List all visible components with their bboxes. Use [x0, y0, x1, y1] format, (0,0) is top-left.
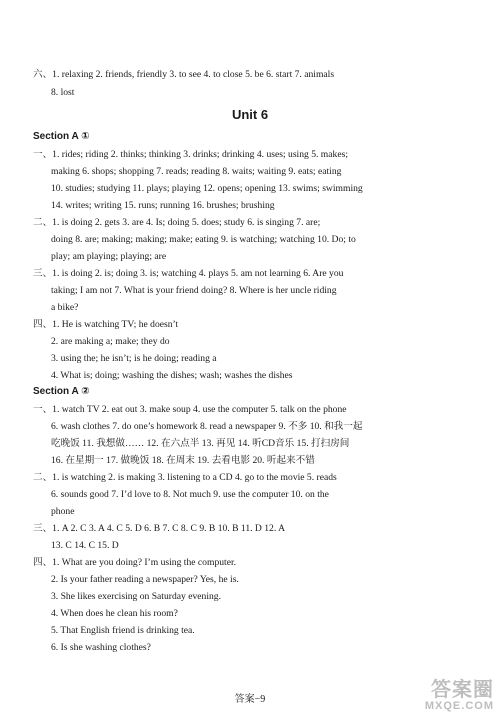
- answer-line: 10. studies; studying 11. plays; playing 12. opens; opening 13. swims; swimming: [51, 183, 363, 194]
- answer-line: doing 8. are; making; making; make; eating 9. is watching; watching 10. Do; to: [51, 234, 356, 245]
- answer-line: 吃晚饭 11. 我想做…… 12. 在六点半 13. 再见 14. 听CD音乐 15. 打扫房间: [51, 438, 350, 449]
- answer-line: 2. are making a; make; they do: [51, 336, 170, 347]
- watermark-logo: [425, 680, 494, 712]
- answer-line: 四、1. He is watching TV; he doesn’t: [33, 319, 179, 330]
- section-heading: Section A ①: [33, 131, 90, 142]
- answer-line: 二、1. is doing 2. gets 3. are 4. Is; doing 5. does; study 6. is singing 7. are;: [33, 217, 321, 228]
- answer-line: play; am playing; playing; are: [51, 251, 167, 262]
- answer-line: 六、1. relaxing 2. friends, friendly 3. to see 4. to close 5. be 6. start 7. animals: [33, 69, 335, 80]
- answer-line: a bike?: [51, 302, 79, 313]
- answer-line: making 6. shops; shopping 7. reads; reading 8. waits; waiting 9. eats; eating: [51, 166, 342, 177]
- answer-line: 二、1. is watching 2. is making 3. listening to a CD 4. go to the movie 5. reads: [33, 472, 337, 483]
- answer-line: 3. She likes exercising on Saturday evening.: [51, 591, 221, 602]
- answer-line: 13. C 14. C 15. D: [51, 540, 119, 551]
- answer-line: 一、1. rides; riding 2. thinks; thinking 3. drinks; drinking 4. uses; using 5. makes;: [33, 149, 348, 160]
- answer-line: 14. writes; writing 15. runs; running 16. brushes; brushing: [51, 200, 275, 211]
- answer-line: 6. wash clothes 7. do one’s homework 8. read a newspaper 9. 不多 10. 和我一起: [51, 421, 363, 432]
- answer-line: 4. What is; doing; washing the dishes; wash; washes the dishes: [51, 370, 293, 381]
- answer-line: 三、1. A 2. C 3. A 4. C 5. D 6. B 7. C 8. C 9. B 10. B 11. D 12. A: [33, 523, 286, 534]
- answer-line: 8. lost: [51, 87, 75, 98]
- answer-line: 四、1. What are you doing? I’m using the computer.: [33, 557, 237, 568]
- page-footer: 答案−9: [234, 694, 266, 705]
- answer-line: 16. 在星期一 17. 做晚饭 18. 在周末 19. 去看电影 20. 听起来不错: [51, 455, 315, 466]
- answer-line: 一、1. watch TV 2. eat out 3. make soup 4. use the computer 5. talk on the phone: [33, 404, 347, 415]
- answer-line: 6. Is she washing clothes?: [51, 642, 151, 653]
- answer-line: taking; I am not 7. What is your friend doing? 8. Where is her uncle riding: [51, 285, 337, 296]
- watermark-url: MXQE.COM: [424, 700, 494, 712]
- answer-line: phone: [51, 506, 75, 517]
- section-heading: Section A ②: [33, 386, 90, 397]
- answer-line: 2. Is your father reading a newspaper? Yes, he is.: [51, 574, 239, 585]
- watermark-text: 答案圈: [431, 679, 494, 701]
- answer-line: 6. sounds good 7. I’d love to 8. Not much 9. use the computer 10. on the: [51, 489, 329, 500]
- answer-line: 3. using the; he isn’t; is he doing; reading a: [51, 353, 217, 364]
- answer-line: 5. That English friend is drinking tea.: [51, 625, 195, 636]
- unit-title: Unit 6: [231, 107, 269, 122]
- answer-line: 4. When does he clean his room?: [51, 608, 178, 619]
- answer-line: 三、1. is doing 2. is; doing 3. is; watching 4. plays 5. am not learning 6. Are you: [33, 268, 344, 279]
